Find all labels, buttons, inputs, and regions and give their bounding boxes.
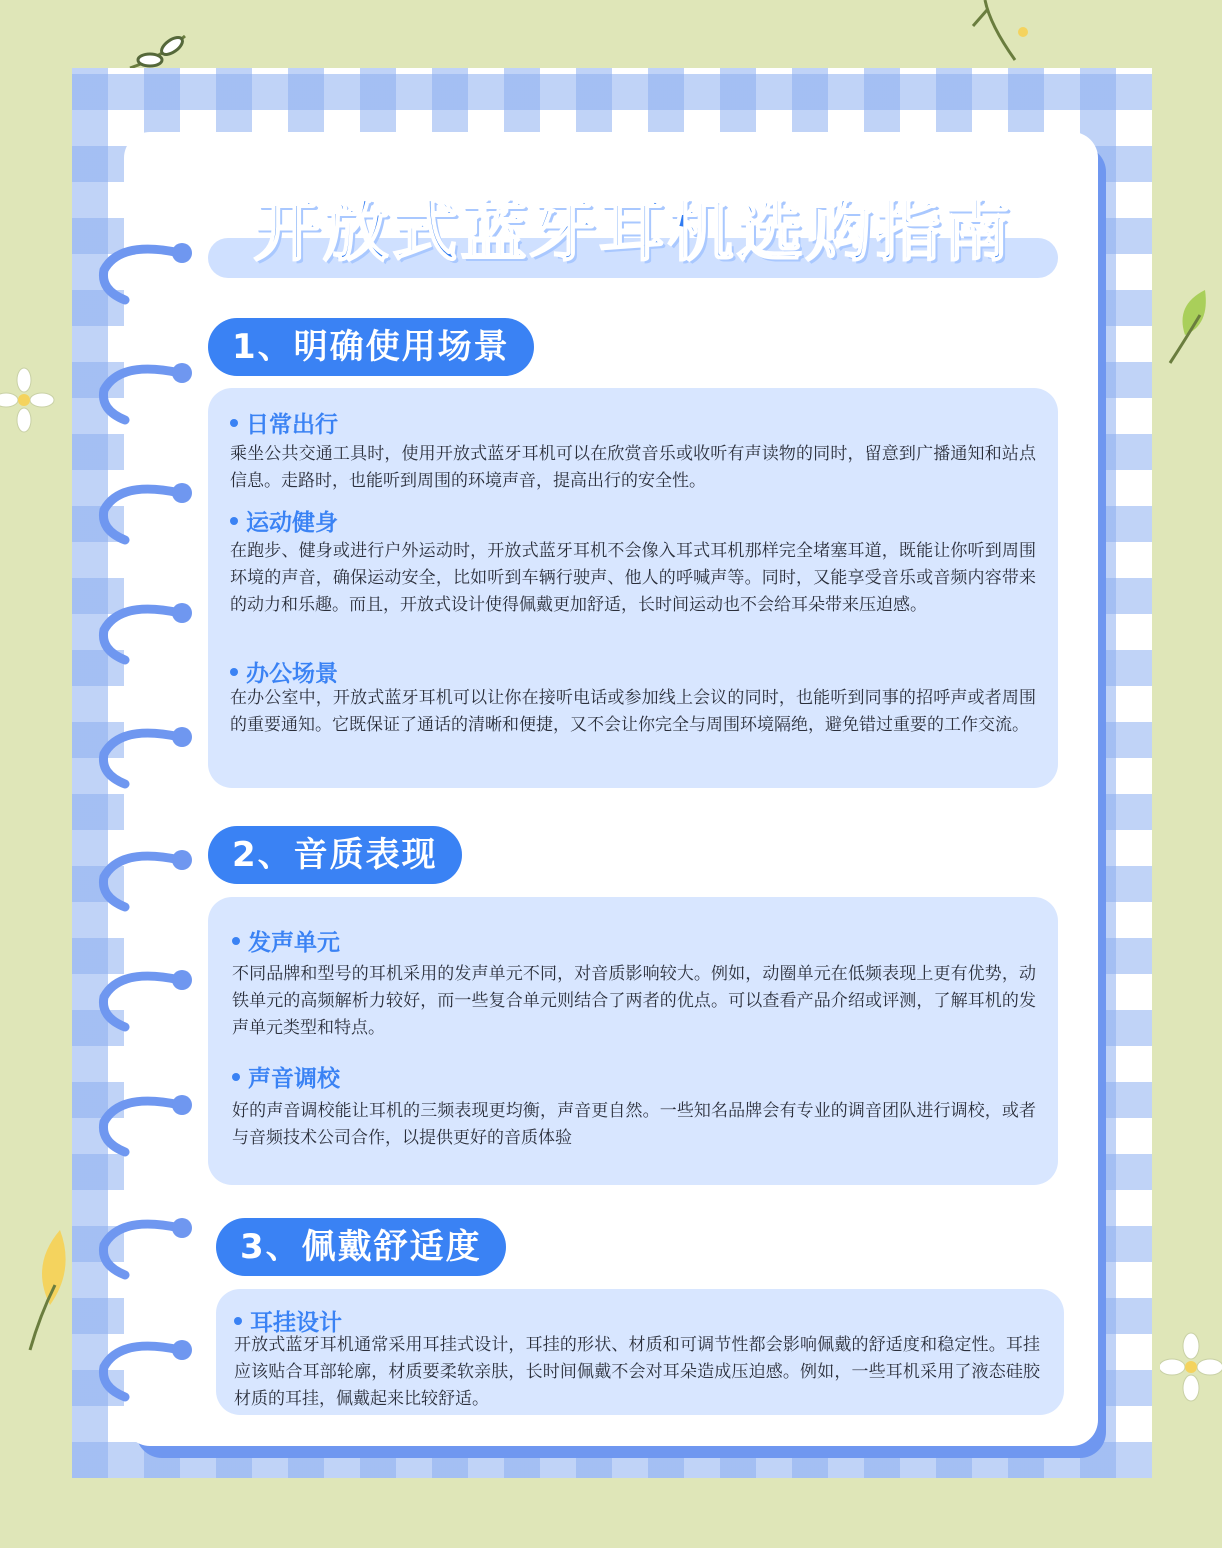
- section-2-item-1-text: 不同品牌和型号的耳机采用的发声单元不同，对音质影响较大。例如，动圈单元在低频表现上更有优势，动铁单元的高频解析力较好，而一些复合单元则结合了两者的优点。可以查看产品介绍或评测，了解耳机的发声单元类型和特点。: [232, 964, 1036, 1038]
- flower-bottom-right-icon: [1160, 1330, 1222, 1405]
- bullet-dot-icon: [232, 1073, 240, 1081]
- section-1-label: 1、明确使用场景: [208, 318, 534, 376]
- flower-left-icon: [0, 365, 60, 435]
- section-2-item-1-heading: 发声单元: [232, 924, 340, 957]
- section-1-item-2-heading: 运动健身: [230, 504, 338, 537]
- bullet-dot-icon: [230, 668, 238, 676]
- branch-top-right-icon: [965, 0, 1035, 68]
- section-1-item-3-text: 在办公室中，开放式蓝牙耳机可以让你在接听电话或参加线上会议的同时，也能听到同事的招呼声或者周围的重要通知。它既保证了通话的清晰和便捷，又不会让你完全与周围环境隔绝，避免错过重要的工作交流。: [230, 688, 1036, 735]
- section-2-item-2-text: 好的声音调校能让耳机的三频表现更均衡，声音更自然。一些知名品牌会有专业的调音团队进行调校，或者与音频技术公司合作，以提供更好的音质体验: [232, 1101, 1036, 1148]
- section-3-label: 3、佩戴舒适度: [216, 1218, 506, 1276]
- bullet-dot-icon: [230, 517, 238, 525]
- section-1-item-1-text: 乘坐公共交通工具时，使用开放式蓝牙耳机可以在欣赏音乐或收听有声读物的同时，留意到广播通知和站点信息。走路时，也能听到周围的环境声音，提高出行的安全性。: [230, 444, 1036, 491]
- section-3-item-1-text: 开放式蓝牙耳机通常采用耳挂式设计，耳挂的形状、材质和可调节性都会影响佩戴的舒适度和稳定性。耳挂应该贴合耳部轮廓，材质要柔软亲肤，长时间佩戴不会对耳朵造成压迫感。例如，一些耳机采用了液态硅胶材质的耳挂，佩戴起来比较舒适。: [234, 1335, 1040, 1409]
- section-1-item-1-heading: 日常出行: [230, 406, 338, 439]
- page-title: 开放式蓝牙耳机选购指南: [253, 193, 1013, 270]
- bullet-dot-icon: [232, 937, 240, 945]
- section-3-item-1-heading: 耳挂设计: [234, 1304, 342, 1337]
- leaf-bottom-left-icon: [20, 1225, 80, 1355]
- section-1-item-2-text: 在跑步、健身或进行户外运动时，开放式蓝牙耳机不会像入耳式耳机那样完全堵塞耳道，既能让你听到周围环境的声音，确保运动安全，比如听到车辆行驶声、他人的呼喊声等。同时，又能享受音乐或音频内容带来的动力和乐趣。而且，开放式设计使得佩戴更加舒适，长时间运动也不会给耳朵带来压迫感。: [230, 541, 1036, 615]
- leaf-right-icon: [1165, 285, 1222, 365]
- section-1-item-3-heading: 办公场景: [230, 655, 338, 688]
- section-2-label: 2、音质表现: [208, 826, 462, 884]
- bullet-dot-icon: [230, 419, 238, 427]
- section-2-item-2-heading: 声音调校: [232, 1060, 340, 1093]
- bullet-dot-icon: [234, 1317, 242, 1325]
- title-block: [208, 178, 1058, 278]
